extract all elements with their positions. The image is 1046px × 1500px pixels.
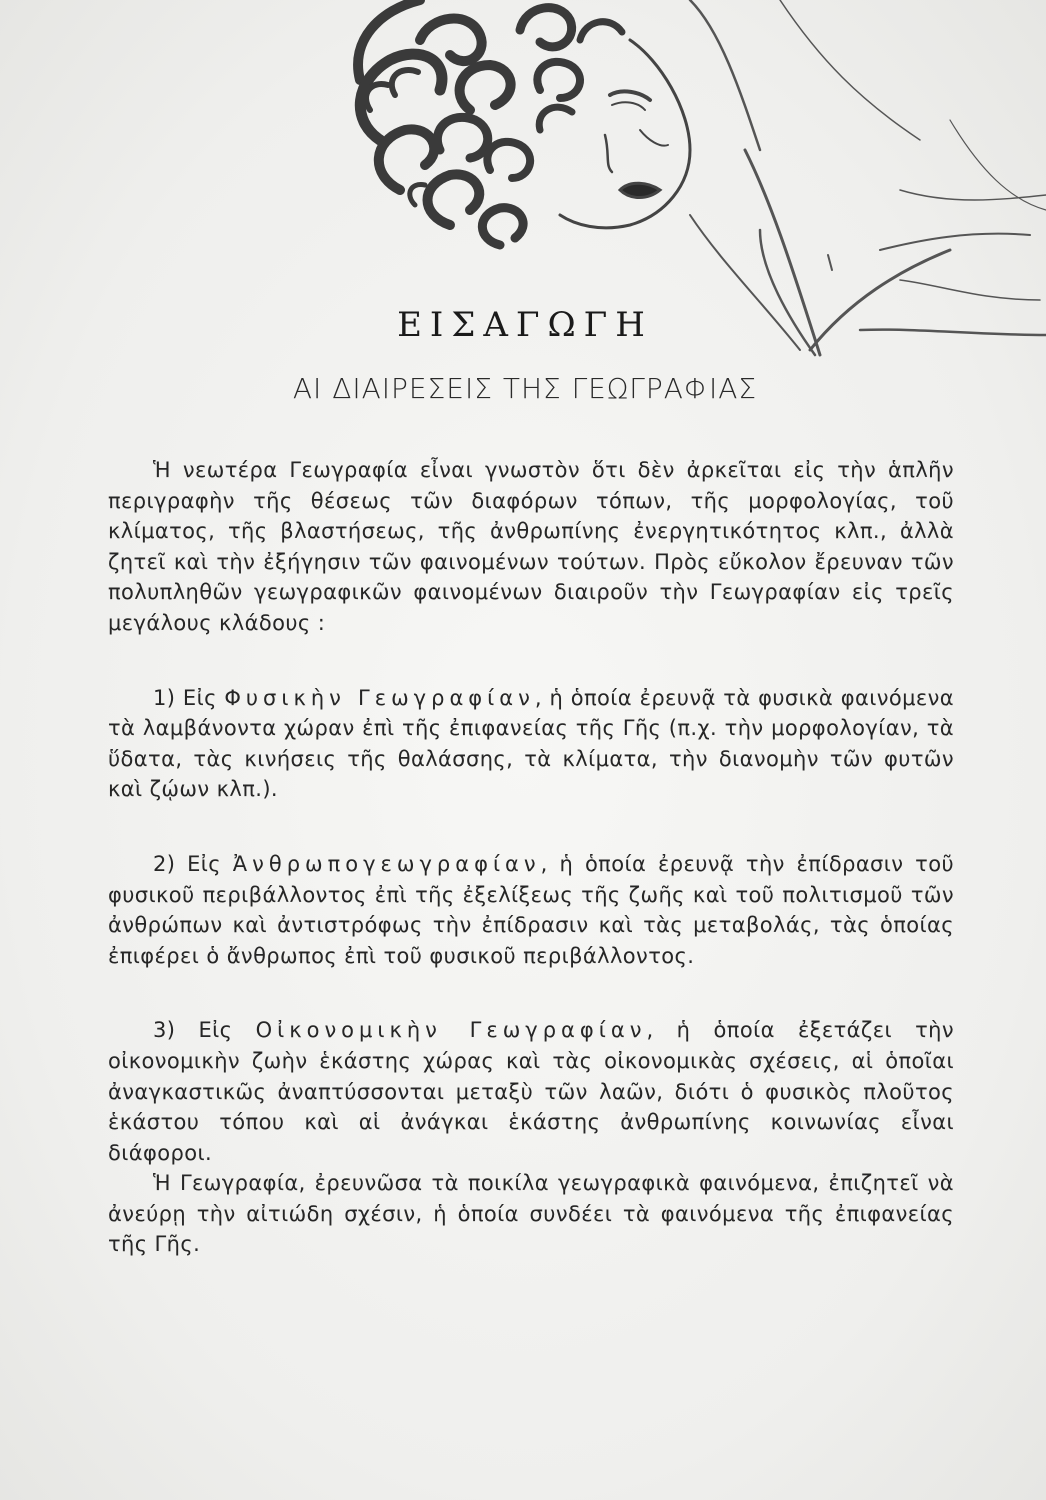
- item-term: Ἀνθρωπογεωγραφίαν: [232, 851, 541, 876]
- body-text: [108, 455, 954, 1260]
- item-description: , ἡ ὁποία ἐρευνᾷ τὴν ἐπίδρασιν τοῦ φυσικοῦ περιβάλλοντος ἐπὶ τῆς ἐξελίξεως τῆς ζωῆς καὶ τοῦ πολιτισμοῦ τῶν ἀνθρώπων καὶ ἀντιστρόφως τὴν ἐπίδρασιν καὶ τὰς μεταβολάς, τὰς ὁποίας ἐπιφέρει ὁ ἄνθρωπος ἐπὶ τοῦ φυσικοῦ περιβάλλοντος.: [108, 851, 955, 968]
- neck-shoulder-lines: [690, 0, 1046, 355]
- page-subtitle: ΑΙ ΔΙΑΙΡΕΣΕΙΣ ΤΗΣ ΓΕΩΓΡΑΦΙΑΣ: [292, 372, 758, 405]
- hair-curls: [358, 0, 622, 245]
- item-prefix: 1) Εἰς: [153, 685, 225, 710]
- item-term: Φυσικὴν Γεωγραφίαν: [224, 685, 535, 710]
- item-term: Οἰκονομικὴν Γεωγραφίαν: [255, 1018, 647, 1043]
- item-prefix: 2) Εἰς: [153, 851, 233, 876]
- page-title: ΕΙΣΑΓΩΓΗ: [397, 305, 653, 345]
- division-item-economic: [108, 1015, 954, 1168]
- division-item-physical: [108, 683, 954, 805]
- intro-paragraph: Ἡ νεωτέρα Γεωγραφία εἶναι γνωστὸν ὅτι δὲν ἀρκεῖται εἰς τὴν ἁπλῆν περιγραφὴν τῆς θέσεως τῶν διαφόρων τόπων, τῆς μορφολογίας, τοῦ κλίματος, τῆς βλαστήσεως, τῆς ἀνθρωπίνης ἐνεργητικότητος κλπ., ἀλλὰ ζητεῖ καὶ τὴν ἐξήγησιν τῶν φαινομένων τούτων. Πρὸς εὔκολον ἔρευναν τῶν πολυπληθῶν γεωγραφικῶν φαινομένων διαιροῦν τὴν Γεωγραφίαν εἰς τρεῖς μεγάλους κλάδους :: [108, 458, 954, 635]
- division-item-human: [108, 849, 954, 971]
- item-prefix: 3) Εἰς: [153, 1018, 256, 1043]
- item-description: , ἡ ὁποία ἐξετάζει τὴν οἰκονομικὴν ζωὴν ἑκάστης χώρας καὶ τὰς οἰκονομικὰς σχέσεις, αἱ ὁποῖαι ἀναγκαστικῶς ἀναπτύσσονται μεταξὺ τῶν λαῶν, διότι ὁ φυσικὸς πλοῦτος ἑκάστου τόπου καὶ αἱ ἀνάγκαι ἑκάστης ἀνθρωπίνης κοινωνίας εἶναι διάφοροι.: [108, 1018, 954, 1165]
- closing-paragraph: Ἡ Γεωγραφία, ἐρευνῶσα τὰ ποικίλα γεωγραφικὰ φαινόμενα, ἐπιζητεῖ νὰ ἀνεύρῃ τὴν αἰτιώδη σχέσιν, ἡ ὁποία συνδέει τὰ φαινόμενα τῆς ἐπιφανείας τῆς Γῆς.: [108, 1171, 954, 1257]
- item-description: , ἡ ὁποία ἐρευνᾷ τὰ φυσικὰ φαινόμενα τὰ λαμβάνοντα χώραν ἐπὶ τῆς ἐπιφανείας τῆς Γῆς (π.χ. τὴν μορφολογίαν, τὰ ὕδατα, τὰς κινήσεις τῆς θαλάσσης, τὰ κλίματα, τὴν διανομὴν τῶν φυτῶν καὶ ζῴων κλπ.).: [108, 685, 954, 802]
